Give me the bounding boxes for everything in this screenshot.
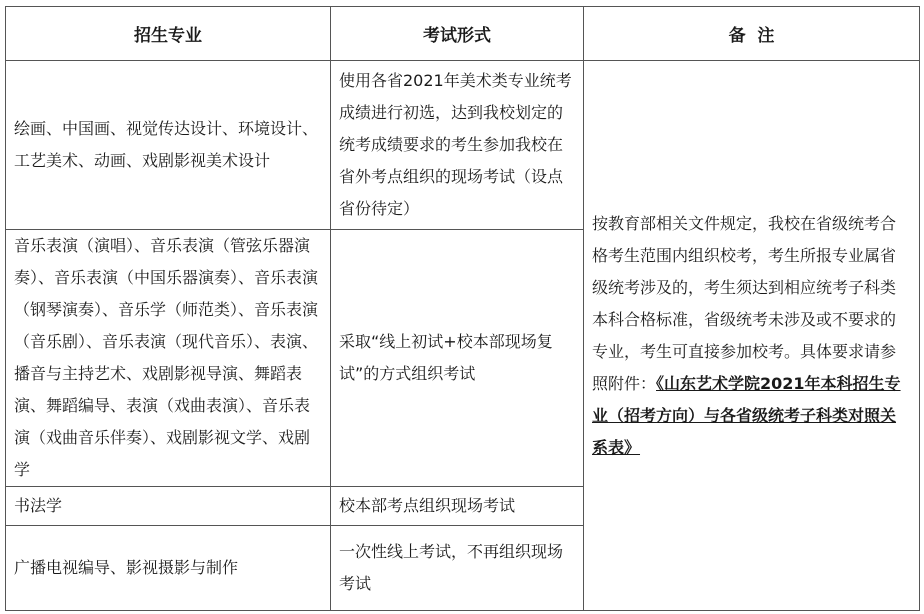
exam-cell: 采取“线上初试+校本部现场复试”的方式组织考试 (331, 230, 584, 487)
note-cell (584, 61, 920, 611)
exam-cell: 校本部考点组织现场考试 (331, 487, 584, 526)
header-exam-form: 考试形式 (331, 7, 584, 61)
header-major: 招生专业 (6, 7, 331, 61)
major-cell: 广播电视编导、影视摄影与制作 (6, 526, 331, 611)
note-text: 按教育部相关文件规定，我校在省级统考合格考生范围内组织校考，考生所报专业属省级统考涉及的，考生须达到相应统考子科类本科合格标准，省级统考未涉及或不要求的专业，考生可直接参加校考。具体要求请参照附件： (592, 213, 897, 393)
major-cell: 书法学 (6, 487, 331, 526)
header-notes: 备 注 (584, 7, 920, 61)
major-cell: 音乐表演（演唱）、音乐表演（管弦乐器演奏）、音乐表演（中国乐器演奏）、音乐表演（钢琴演奏）、音乐学（师范类）、音乐表演（音乐剧）、音乐表演（现代音乐）、表演、播音与主持艺术、戏剧影视导演、舞蹈表演、舞蹈编导、表演（戏曲表演）、音乐表演（戏曲音乐伴奏）、戏剧影视文学、戏剧学 (6, 230, 331, 487)
major-cell: 绘画、中国画、视觉传达设计、环境设计、工艺美术、动画、戏剧影视美术设计 (6, 61, 331, 230)
table-row (6, 61, 920, 230)
appendix-link[interactable]: 《山东艺术学院2021年本科招生专业（招考方向）与各省级统考子科类对照关系表》 (592, 373, 901, 457)
header-row (6, 7, 920, 61)
admissions-table (5, 6, 920, 611)
exam-cell: 一次性线上考试，不再组织现场考试 (331, 526, 584, 611)
exam-cell: 使用各省2021年美术类专业统考成绩进行初选，达到我校划定的统考成绩要求的考生参加我校在省外考点组织的现场考试（设点省份待定） (331, 61, 584, 230)
